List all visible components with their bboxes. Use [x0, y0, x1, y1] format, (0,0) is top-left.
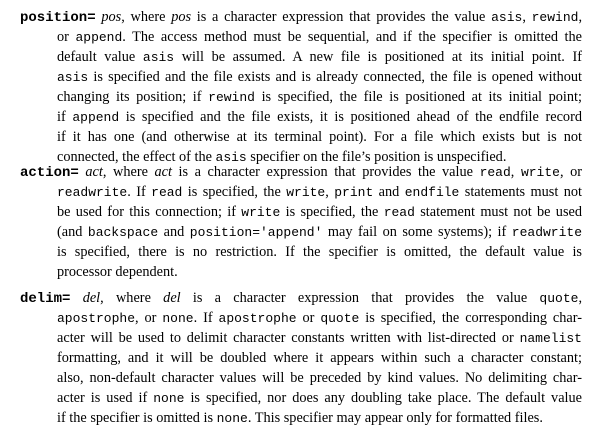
text-run: . This specifier may appear only for formatted files.: [247, 410, 543, 426]
text-run: or: [296, 310, 321, 326]
italic-variable: act: [85, 164, 103, 180]
code-term: print: [334, 185, 374, 200]
code-term: endfile: [404, 185, 460, 200]
text-line: [57, 262, 582, 282]
text-run: ,: [522, 9, 532, 25]
text-line: [20, 162, 582, 182]
text-run: , where: [121, 9, 172, 25]
text-run: and: [373, 184, 405, 200]
text-run: be used for this connection; if: [57, 204, 242, 220]
text-run: , or: [559, 164, 583, 180]
text-run: , where: [102, 164, 155, 180]
code-term: apostrophe: [57, 311, 136, 326]
italic-variable: del: [82, 290, 101, 306]
specifier-keyword: action=: [20, 165, 79, 181]
code-term: asis: [142, 50, 175, 65]
italic-variable: pos: [101, 9, 122, 25]
text-line: [57, 67, 582, 87]
code-term: append: [75, 30, 123, 45]
text-run: acter will be used to delimit character constants written with list-directed or: [57, 330, 520, 346]
code-term: write: [520, 165, 560, 180]
text-run: also, non-default character values will be preceded by kind values. No delimiting char-: [57, 370, 582, 386]
code-term: position='append': [189, 225, 323, 240]
code-term: read: [479, 165, 511, 180]
code-term: namelist: [519, 331, 582, 346]
text-run: is a character expression that provides the value: [171, 164, 480, 180]
text-run: ,: [578, 9, 583, 25]
code-term: none: [162, 311, 194, 326]
text-run: formatting, and it will be doubled where it appears within such a character constant;: [57, 350, 582, 366]
italic-variable: pos: [171, 9, 192, 25]
text-run: will be assumed. A new file is positioned at its initial point. If: [174, 49, 582, 65]
code-term: backspace: [87, 225, 159, 240]
code-term: none: [216, 411, 248, 426]
code-term: asis: [491, 10, 523, 25]
text-run: and: [158, 224, 190, 240]
code-term: quote: [539, 291, 579, 306]
text-line: [20, 288, 582, 308]
text-run: default value: [57, 49, 143, 65]
text-line: [57, 348, 582, 368]
text-run: is specified, nor does any doubling take place. The default value: [184, 390, 583, 406]
text-line: [57, 408, 582, 428]
italic-variable: act: [154, 164, 172, 180]
code-term: asis: [215, 150, 247, 165]
text-line: [57, 368, 582, 388]
text-run: , where: [100, 290, 164, 306]
code-term: apostrophe: [218, 311, 297, 326]
text-run: connected, the effect of the: [57, 149, 216, 165]
italic-variable: del: [163, 290, 181, 306]
text-line: [57, 242, 582, 262]
text-run: is specified, the corresponding char-: [359, 310, 582, 326]
text-run: if: [57, 109, 73, 125]
text-run: ,: [325, 184, 335, 200]
text-line: [57, 308, 582, 328]
code-term: readwrite: [511, 225, 583, 240]
text-line: [57, 222, 582, 242]
text-run: ,: [510, 164, 521, 180]
text-run: or: [57, 29, 76, 45]
specifier-keyword: delim=: [20, 291, 71, 307]
text-run: is specified, the: [182, 184, 287, 200]
text-run: specifier on the file’s position is unspecified.: [246, 149, 507, 165]
code-term: quote: [320, 311, 360, 326]
text-run: (and: [57, 224, 88, 240]
code-term: read: [151, 185, 183, 200]
text-line: [57, 127, 582, 147]
text-run: is a character expression that provides the value: [191, 9, 492, 25]
text-line: [57, 47, 582, 67]
text-line: [57, 182, 582, 202]
text-run: . The access method must be sequential, and if the specifier is omitted the: [122, 29, 582, 45]
text-line: [57, 388, 582, 408]
text-run: is specified and the file exists, it is positioned ahead of the endfile record: [119, 109, 582, 125]
text-run: is specified, the: [280, 204, 384, 220]
text-run: if it has one (and otherwise at its terminal point). For a file which exists but is not: [57, 129, 582, 145]
text-line: [57, 107, 582, 127]
code-term: none: [153, 391, 185, 406]
text-run: ,: [578, 290, 583, 306]
text-run: if the specifier is omitted is: [57, 410, 217, 426]
text-line: [20, 7, 582, 27]
code-term: rewind: [208, 90, 255, 105]
text-run: . If: [127, 184, 152, 200]
code-term: append: [72, 110, 120, 125]
text-run: . If: [193, 310, 219, 326]
text-line: [57, 328, 582, 348]
text-run: [70, 290, 82, 306]
text-run: statements must not: [459, 184, 583, 200]
text-run: , or: [135, 310, 163, 326]
text-run: is specified and the file exists and is already connected, the file is opened without: [88, 69, 582, 85]
code-term: write: [241, 205, 281, 220]
text-run: is specified, the file is positioned at its initial point;: [254, 89, 582, 105]
text-run: statement must not be used: [414, 204, 582, 220]
text-run: processor dependent.: [57, 264, 178, 280]
text-run: is specified, there is no restriction. If the specifier is omitted, the default value is: [57, 244, 582, 260]
code-term: write: [286, 185, 326, 200]
text-line: [57, 27, 582, 47]
code-term: read: [383, 205, 415, 220]
text-run: acter is used if: [57, 390, 154, 406]
text-run: is a character expression that provides the value: [180, 290, 540, 306]
specifier-keyword: position=: [20, 10, 96, 26]
text-line: [57, 87, 582, 107]
text-run: changing its position; if: [57, 89, 209, 105]
code-term: rewind: [531, 10, 579, 25]
code-term: readwrite: [57, 185, 128, 200]
text-run: may fail on some systems); if: [322, 224, 512, 240]
code-term: asis: [57, 70, 89, 85]
text-line: [57, 202, 582, 222]
